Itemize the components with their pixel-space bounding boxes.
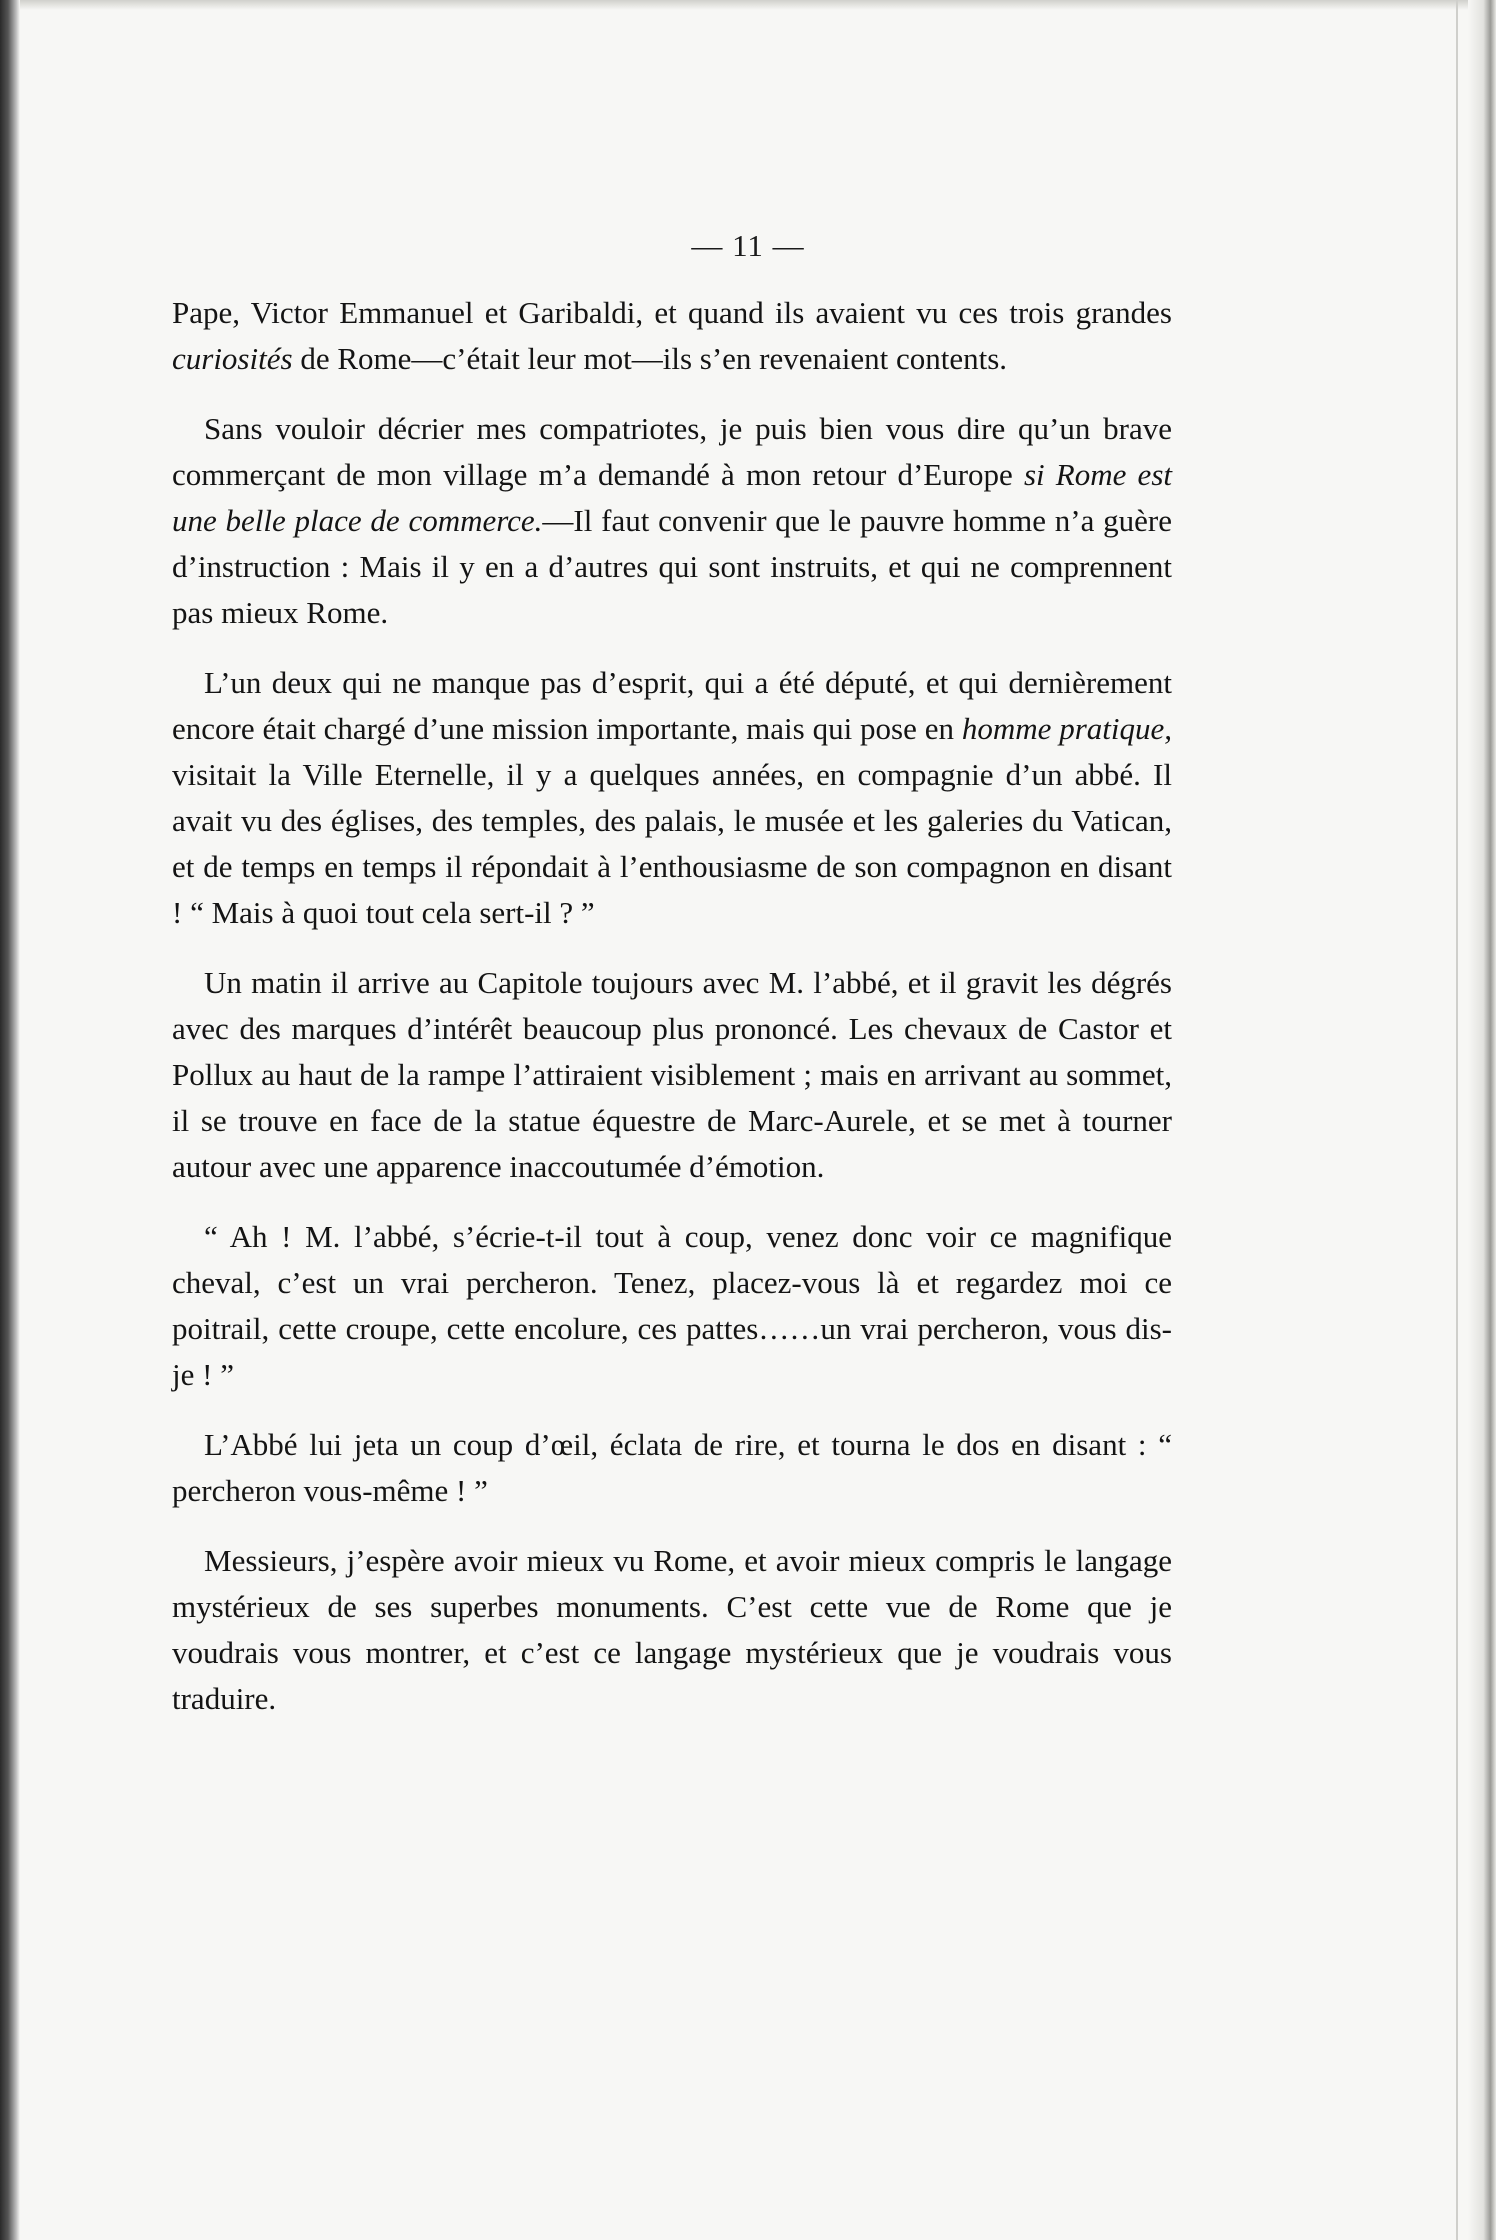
paragraph [172,1538,1172,1722]
text-run: Messieurs, j’espère avoir mieux vu Rome, et avoir mieux compris le langage mystérieux de ses superbes monuments. C’est cette vue de Rome que je voudrais vous montrer, et c’est ce langage mystérieux que je voudrais vous traduire. [172,1543,1172,1716]
text-run: Un matin il arrive au Capitole toujours avec M. l’abbé, et il gravit les dégrés avec des marques d’intérêt beaucoup plus prononcé. Les chevaux de Castor et Pollux au haut de la rampe l’attiraient visiblement ; mais en arrivant au sommet, il se trouve en face de la statue équestre de Marc-Aurele, et se met à tourner autour avec une apparence inaccoutumée d’émotion. [172,965,1172,1184]
text-run: Sans vouloir décrier mes compatriotes, je puis bien vous dire qu’un brave commerçant de mon village m’a demandé à mon retour d’Europe [172,411,1172,492]
text-run: L’un deux qui ne manque pas d’esprit, qui a été député, et qui dernièrement encore était chargé d’une mission importante, mais qui pose en [172,665,1172,746]
text-run: visitait la Ville Eternelle, il y a quelques années, en compagnie d’un abbé. Il avait vu des églises, des temples, des palais, le musée et les galeries du Vatican, et de temps en temps il répondait à l’enthousiasme de son compagnon en disant ! “ Mais à quoi tout cela sert-il ? ” [172,757,1172,930]
text-run: —Il faut convenir que le pauvre homme n’a guère d’instruction : Mais il y en a d’autres qui sont instruits, et qui ne comprennent pas mieux Rome. [172,503,1172,630]
paragraph [172,1422,1172,1514]
italic-text: si Rome est une belle place de commerce. [172,457,1172,538]
page-number: — 11 — [691,228,805,263]
text-run: Pape, Victor Emmanuel et Garibaldi, et quand ils avaient vu ces trois grandes [172,295,1172,330]
page-top-edge [0,0,1496,10]
spine-shadow [0,0,20,2240]
paragraph [172,290,1172,382]
text-run: L’Abbé lui jeta un coup d’œil, éclata de rire, et tourna le dos en disant : “ percheron vous-même ! ” [172,1427,1172,1508]
italic-text: curiosités [172,341,293,376]
text-run: de Rome—c’était leur mot—ils s’en revenaient contents. [292,341,1008,376]
text-run: “ Ah ! M. l’abbé, s’écrie-t-il tout à coup, venez donc voir ce magnifique cheval, c’est un vrai percheron. Tenez, placez-vous là et regardez moi ce poitrail, cette croupe, cette encolure, ces pattes……un vrai percheron, vous dis-je ! ” [172,1219,1172,1392]
body-text [172,290,1172,1746]
paragraph [172,660,1172,936]
paragraph [172,960,1172,1190]
paragraph [172,1214,1172,1398]
page-edge-line [1456,0,1458,2240]
italic-text: homme pratique, [961,711,1172,746]
paragraph [172,406,1172,636]
page-right-edge [1468,0,1496,2240]
